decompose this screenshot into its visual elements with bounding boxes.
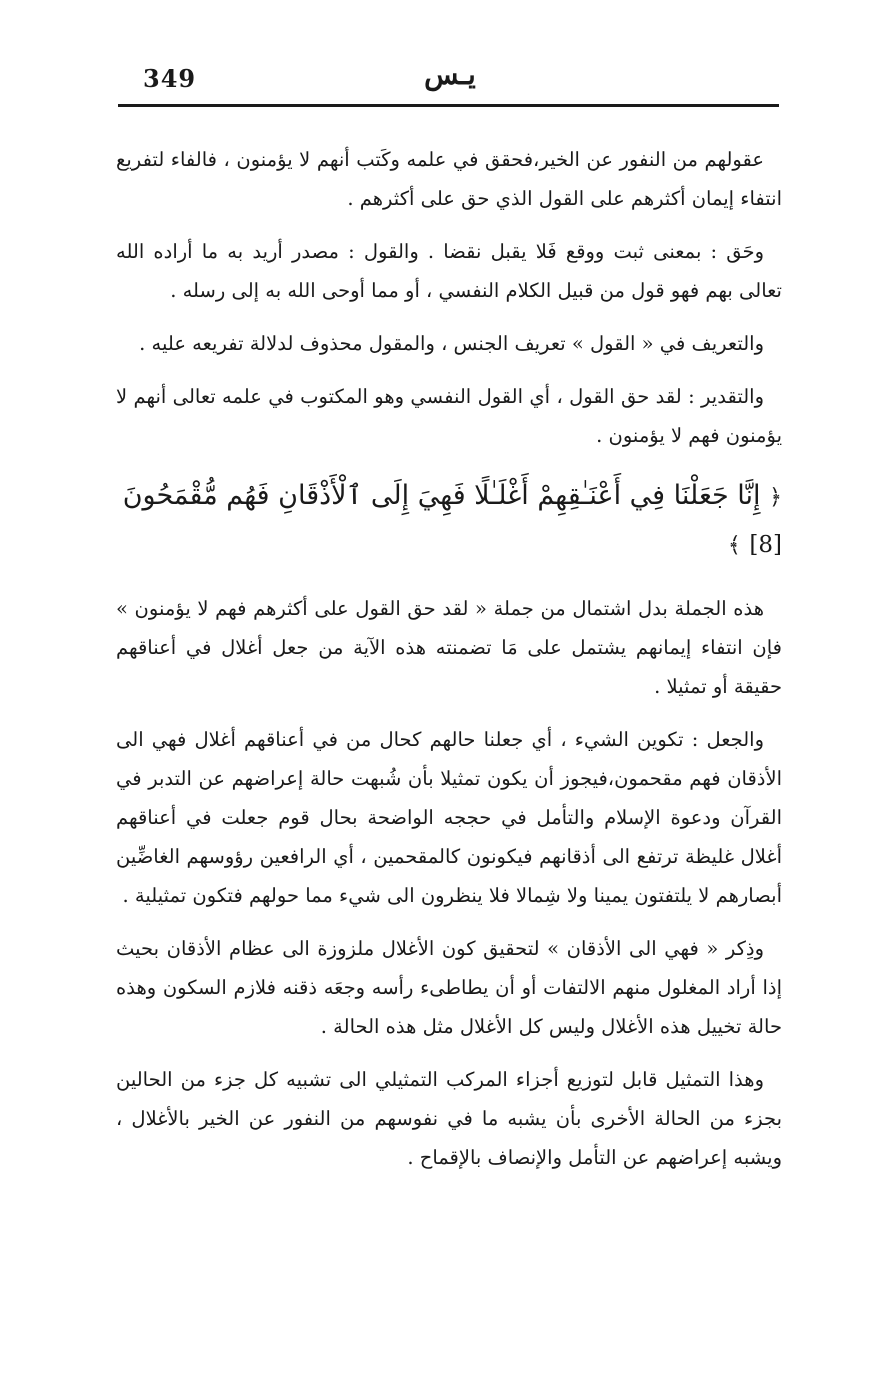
verse-text: إِنَّا جَعَلْنَا فِي أَعْنَـٰقِهِمْ أَغْلَـٰلًا فَهِيَ إِلَى ٱلْأَذْقَانِ فَهُم مُّقْمَحُونَ — [122, 480, 761, 511]
verse-close-ornament: ﴾ — [727, 533, 741, 558]
paragraph: والتقدير : لقد حق القول ، أي القول النفسي وهو المكتوب في علمه تعالى أنهم لا يؤمنون فهم لا يؤمنون . — [116, 385, 782, 447]
page-number: 349 — [143, 64, 197, 93]
verse-open-ornament: ﴿ — [769, 485, 782, 510]
paragraph: وذِكر « فهي الى الأذقان » لتحقيق كون الأغلال ملزوزة الى عظام الأذقان بحيث إذا أراد المغلول منهم الالتفات أو أن يطاطىء رأسه وجعَه ذقنه فلازم السكون وهذه حالة تخييل هذه الأغلال وليس كل الأغلال مثل هذه الحالة . — [116, 937, 782, 1038]
paragraph: عقولهم من النفور عن الخير،فحقق في علمه وكَتب أنهم لا يؤمنون ، فالفاء لتفريع انتفاء إيمان أكثرهم على القول الذي حق على أكثرهم . — [116, 148, 782, 210]
running-header-title: يـس — [424, 58, 476, 91]
paragraph: والتعريف في « القول » تعريف الجنس ، والمقول محذوف لدلالة تفريعه عليه . — [139, 332, 764, 355]
paragraph: والجعل : تكوين الشيء ، أي جعلنا حالهم كحال من في أعناقهم أغلال فهي الى الأذقان فهم مقحمون،فيجوز أن يكون تمثيلا بأن شُبهت حالة إعراضهم عن التدبر في القرآن ودعوة الإسلام والتأمل في حججه الواضحة بحال قوم جعلت في أعناقهم أغلال غليظة ترتفع الى أذقانهم فيكونون كالمقحمين ، أي الرافعين رؤوسهم الغاضِّين أبصارهم لا يلتفتون يمينا ولا شِمالا فلا ينظرون الى شيء مما حولهم فتكون تمثيلية . — [116, 728, 782, 907]
verse-number: [8] — [749, 532, 782, 558]
paragraph: وحَق : بمعنى ثبت ووقع فَلا يقبل نقضا . والقول : مصدر أريد به ما أراده الله تعالى بهم فهو قول من قبيل الكلام النفسي ، أو مما أوحى الله به إلى رسله . — [116, 240, 782, 302]
paragraph: وهذا التمثيل قابل لتوزيع أجزاء المركب التمثيلي الى تشبيه كل جزء من الحالين بجزء من الحالة الأخرى بأن يشبه ما في نفوسهم من النفور عن الخير بالأغلال ، ويشبه إعراضهم عن التأمل والإنصاف بالإقماح . — [116, 1068, 782, 1169]
page-body — [116, 140, 782, 1191]
header-divider — [118, 104, 779, 107]
quran-verse — [116, 473, 782, 569]
paragraph: هذه الجملة بدل اشتمال من جملة « لقد حق القول على أكثرهم فهم لا يؤمنون » فإن انتفاء إيمانهم يشتمل على مَا تضمنته هذه الآية من جعل أغلال في أعناقهم حقيقة أو تمثيلا . — [116, 597, 782, 698]
